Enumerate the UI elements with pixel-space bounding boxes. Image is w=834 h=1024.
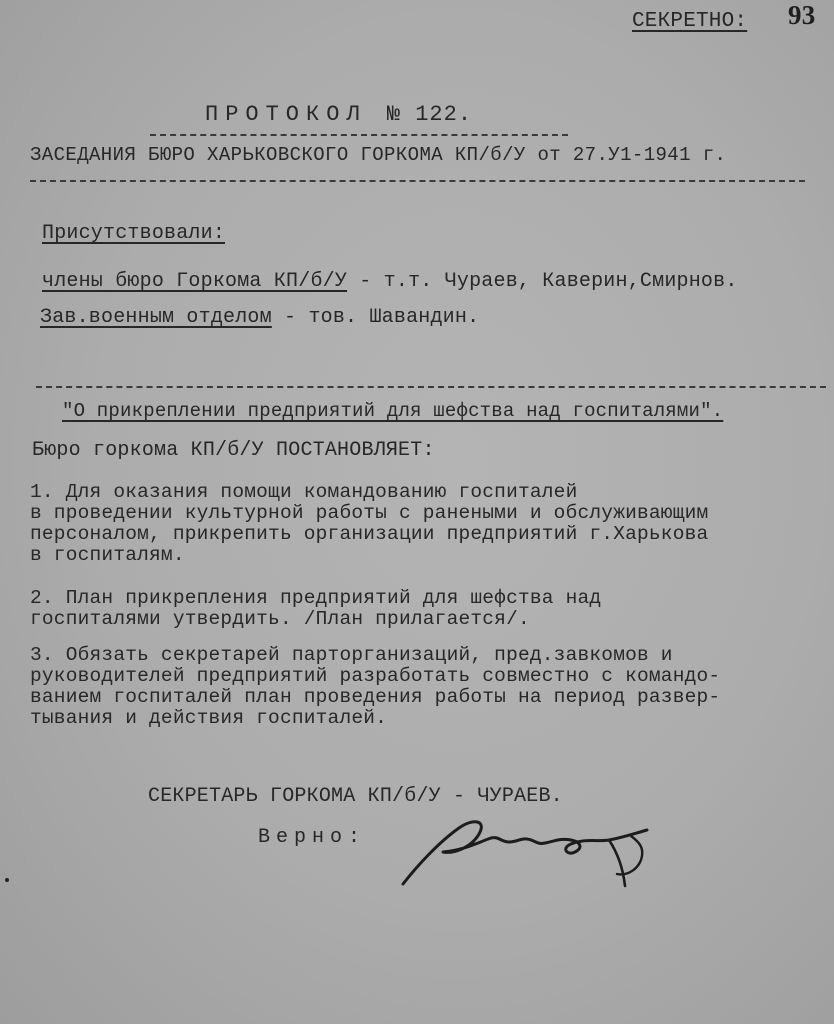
attendance-label: Присутствовали: bbox=[42, 222, 226, 245]
protocol-number: № 122. bbox=[386, 102, 473, 127]
item3-line: 3. Обязать секретарей парторганизаций, пред.завкомов и bbox=[30, 644, 673, 666]
verno-label: Верно: bbox=[258, 826, 367, 849]
military-label: Зав.военным отделом bbox=[40, 306, 272, 329]
resolution-decree: Бюро горкома КП/б/У ПОСТАНОВЛЯЕТ: bbox=[32, 439, 435, 462]
members-names: - т.т. Чураев, Каверин,Смирнов. bbox=[347, 270, 738, 293]
item1-line: 1. Для оказания помощи командованию госпиталей bbox=[30, 481, 578, 503]
protocol-title-word: ПРОТОКОЛ bbox=[205, 102, 367, 127]
military-name: - тов. Шавандин. bbox=[271, 306, 480, 329]
section-separator bbox=[36, 386, 826, 388]
item1-line: в проведении культурной работы с ранеными и обслуживающим bbox=[30, 502, 709, 524]
item3-line: руководителей предприятий разработать совместно с командо- bbox=[30, 665, 721, 687]
protocol-subtitle: ЗАСЕДАНИЯ БЮРО ХАРЬКОВСКОГО ГОРКОМА КП/б/У от 27.У1-1941 г. bbox=[30, 144, 727, 166]
attendance-military bbox=[40, 306, 479, 329]
members-label: члены бюро Горкома КП/б/У bbox=[42, 270, 348, 293]
handwritten-signature bbox=[395, 812, 670, 902]
item1-line: персоналом, прикрепить организации предприятий г.Харькова bbox=[30, 523, 709, 545]
item2-line: 2. План прикрепления предприятий для шефства над bbox=[30, 587, 602, 609]
item2-line: госпиталями утвердить. /План прилагается/. bbox=[30, 608, 530, 630]
page-number: 93 bbox=[788, 0, 816, 30]
secret-stamp: СЕКРЕТНО: bbox=[632, 10, 748, 33]
item3-line: ванием госпиталей план проведения работы на период развер- bbox=[30, 686, 721, 708]
attendance-members bbox=[42, 270, 738, 293]
protocol-title bbox=[205, 102, 472, 127]
item1-line: в госпиталям. bbox=[30, 544, 185, 566]
secretary-line: СЕКРЕТАРЬ ГОРКОМА КП/б/У - ЧУРАЕВ. bbox=[148, 785, 563, 808]
item3-line: тывания и действия госпиталей. bbox=[30, 707, 388, 729]
resolution-topic: "О прикреплении предприятий для шефства над госпиталями". bbox=[62, 400, 724, 422]
title-underline bbox=[150, 134, 568, 136]
ink-dot bbox=[5, 878, 9, 882]
subtitle-underline bbox=[30, 180, 805, 182]
